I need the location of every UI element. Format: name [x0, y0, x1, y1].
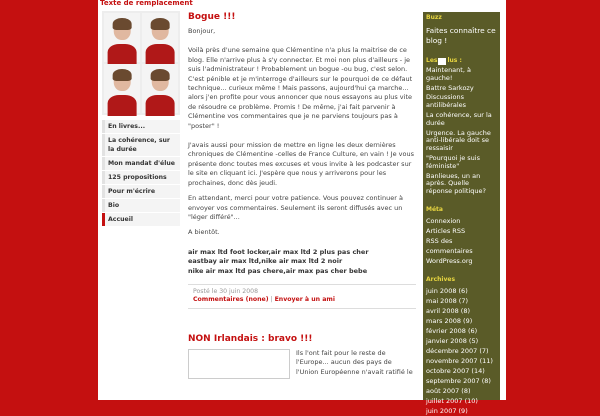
popular-item[interactable]: Banlieues, un an après. Quelle réponse politique?: [426, 171, 486, 196]
archive-item[interactable]: décembre 2007 (7): [426, 346, 489, 355]
popular-item[interactable]: Maintenant, à gauche!: [426, 66, 471, 82]
archive-item[interactable]: janvier 2008 (5): [426, 336, 479, 345]
archives-heading: Archives: [426, 275, 456, 283]
post-paragraph: Ils l'ont fait pour le reste de l'Europe... aucun des pays de l'Union Européenne n'avait ratifié le: [296, 348, 413, 376]
meta-item[interactable]: RSS des commentaires: [426, 236, 473, 255]
main-content: [188, 11, 416, 379]
send-to-friend-link[interactable]: Envoyer à un ami: [274, 296, 335, 304]
popular-item[interactable]: Discussions antilibérales: [426, 93, 467, 110]
comments-link[interactable]: Commentaires (none): [193, 296, 269, 304]
archive-item[interactable]: novembre 2007 (11): [426, 356, 493, 365]
portrait-photo-1: [104, 13, 140, 62]
portrait-photo-2: [142, 13, 178, 62]
archives-list: [423, 286, 500, 416]
post-body: [188, 349, 416, 379]
archive-item[interactable]: octobre 2007 (14): [426, 366, 485, 375]
right-sidebar: [423, 12, 500, 415]
post-bogue: [188, 11, 416, 309]
post-paragraph: A bientôt.: [188, 228, 220, 237]
post-body: [188, 27, 416, 276]
archive-item[interactable]: juin 2008 (6): [426, 286, 468, 295]
portrait-photos: [102, 11, 180, 115]
post-non-irlandais: [188, 333, 416, 379]
archive-item[interactable]: avril 2008 (8): [426, 306, 470, 315]
popular-item[interactable]: "Pourquoi je suis féministe": [426, 153, 480, 170]
nav-item-bio[interactable]: Bio: [102, 199, 180, 212]
archive-item[interactable]: février 2008 (6): [426, 326, 478, 335]
portrait-photo-4: [142, 64, 178, 113]
buzz-heading: Buzz: [426, 14, 442, 21]
post-title[interactable]: NON Irlandais : bravo !!!: [188, 333, 313, 344]
nav-item-ecrire[interactable]: Pour m'écrire: [102, 185, 180, 198]
popular-item[interactable]: La cohérence, sur la durée: [426, 110, 492, 127]
spam-links: [188, 248, 416, 276]
popular-list: [423, 67, 500, 196]
popular-item[interactable]: Urgence. La gauche anti-libérale doit se ressaisir: [426, 128, 491, 153]
buzz-text: Faites connaître ce blog !: [426, 26, 496, 45]
archive-item[interactable]: mars 2008 (9): [426, 316, 473, 325]
archive-item[interactable]: mai 2008 (7): [426, 296, 469, 305]
meta-item[interactable]: Connexion: [426, 216, 461, 225]
post-date: Posté le 30 juin 2008: [193, 287, 259, 295]
post-paragraph: Bonjour,: [188, 27, 216, 35]
archive-item[interactable]: août 2007 (8): [426, 386, 471, 395]
meta-heading: Méta: [426, 205, 443, 213]
archive-item[interactable]: septembre 2007 (8): [426, 376, 491, 385]
nav-item-propositions[interactable]: 125 propositions: [102, 171, 180, 184]
post-paragraph: Voilà près d'une semaine que Clémentine n'a plus la maitrise de ce blog. Elle n'arrive plus à s'y connecter. Et moi non plus d'ailleurs - je suis l'administrateur ! Probablement un bogue -ou bug, c'est selon. C'est pénible et je m'interroge d'ailleurs sur le pourquoi de ce défaut technique... curieux même ! Mais passons, aujourd'hui ça marche... alors j'en profite pour vous annoncer que nous essayons au plus vite de résoudre ce problème. Promis ! De même, j'ai fait parvenir à Clémentine vos commentaires que je ne parviens toujours pas à "poster" !: [188, 46, 413, 130]
nav-item-coherence[interactable]: La cohérence, sur la durée: [102, 134, 180, 156]
nav-item-accueil[interactable]: Accueil: [102, 213, 180, 226]
plus-logo-icon: [438, 58, 446, 65]
post-paragraph: En attendant, merci pour votre patience. Vous pouvez continuer à envoyer vos commentaires. Seulement ils seront diffusés avec un "léger différé"...: [188, 194, 403, 221]
popular-item[interactable]: Battre Sarkozy: [426, 83, 474, 92]
spam-line[interactable]: nike air max ltd pas chere,air max pas cher bebe: [188, 266, 368, 275]
post-image: [188, 349, 290, 379]
spam-line[interactable]: air max ltd foot locker,air max ltd 2 plus pas cher: [188, 247, 369, 256]
meta-item[interactable]: WordPress.org: [426, 256, 473, 265]
left-nav: [102, 120, 180, 226]
post-title[interactable]: Bogue !!!: [188, 12, 236, 22]
archive-item[interactable]: juin 2007 (9): [426, 406, 468, 415]
archive-item[interactable]: juillet 2007 (10): [426, 396, 478, 405]
portrait-photo-3: [104, 64, 140, 113]
meta-separator: |: [268, 296, 275, 304]
popular-heading-prefix: Les: [426, 57, 438, 64]
nav-item-en-livres[interactable]: En livres...: [102, 120, 180, 133]
nav-item-mandat[interactable]: Mon mandat d'élue: [102, 157, 180, 170]
meta-list: [423, 216, 500, 266]
meta-item[interactable]: Articles RSS: [426, 226, 466, 235]
left-column: [102, 11, 180, 227]
alt-text-link[interactable]: Texte de remplacement: [100, 0, 193, 7]
post-paragraph: J'avais aussi pour mission de mettre en ligne les deux dernières chroniques de Clémentine -celles de France Culture, en vain ! Je vous présente donc toutes mes excuses et vous invite à les podcaster sur le site en cliquant ici. J'espère que nous y arriverons pour les prochaines, donc dès jeudi.: [188, 141, 414, 187]
spam-line[interactable]: eastbay air max ltd,nike air max ltd 2 noir: [188, 257, 343, 266]
popular-heading-suffix: lus :: [447, 57, 462, 64]
post-meta: [188, 284, 416, 309]
